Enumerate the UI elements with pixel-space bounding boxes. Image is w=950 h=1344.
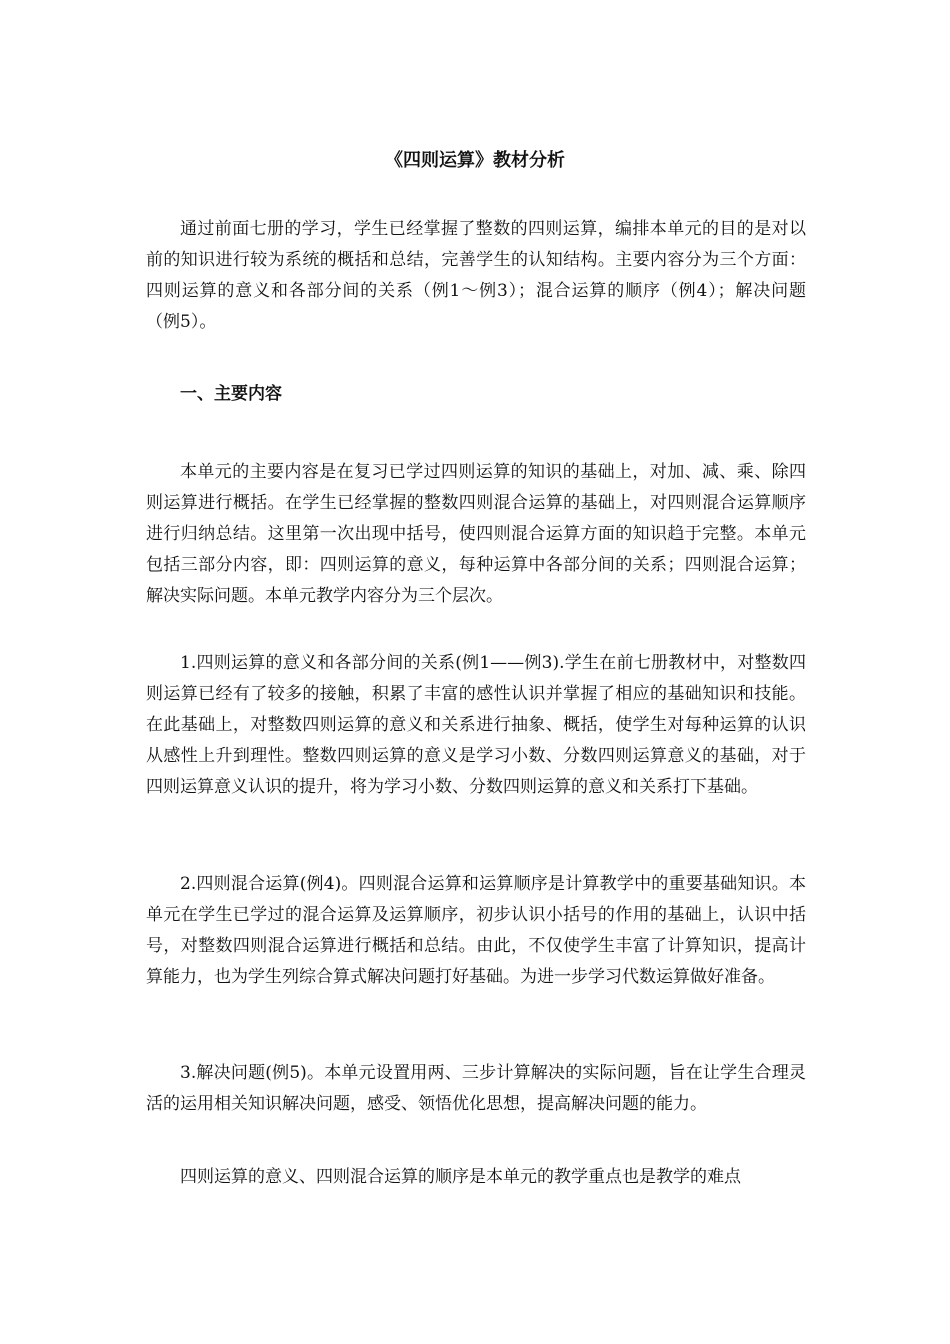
point-3-paragraph: 3.解决问题(例5)。本单元设置用两、三步计算解决的实际问题，旨在让学生合理灵活的运用相关知识解决问题，感受、领悟优化思想，提高解决问题的能力。 — [146, 1063, 806, 1114]
closing-paragraph: 四则运算的意义、四则混合运算的顺序是本单元的教学重点也是教学的难点 — [180, 1167, 741, 1187]
intro-paragraph: 通过前面七册的学习，学生已经掌握了整数的四则运算，编排本单元的目的是对以前的知识进行较为系统的概括和总结，完善学生的认知结构。主要内容分为三个方面：四则运算的意义和各部分间的关系（例1～例3）；混合运算的顺序（例4）；解决问题（例5）。 — [146, 219, 806, 332]
point-2-paragraph: 2.四则混合运算(例4)。四则混合运算和运算顺序是计算教学中的重要基础知识。本单元在学生已学过的混合运算及运算顺序，初步认识小括号的作用的基础上，认识中括号，对整数四则混合运算进行概括和总结。由此，不仅使学生丰富了计算知识，提高计算能力，也为学生列综合算式解决问题打好基础。为进一步学习代数运算做好准备。 — [146, 874, 806, 987]
section-body-paragraph: 本单元的主要内容是在复习已学过四则运算的知识的基础上，对加、减、乘、除四则运算进行概括。在学生已经掌握的整数四则混合运算的基础上，对四则混合运算顺序进行归纳总结。这里第一次出现中括号，使四则混合运算方面的知识趋于完整。本单元包括三部分内容，即：四则运算的意义，每种运算中各部分间的关系；四则混合运算；解决实际问题。本单元教学内容分为三个层次。 — [146, 462, 806, 606]
point-1-paragraph: 1.四则运算的意义和各部分间的关系(例1——例3).学生在前七册教材中，对整数四则运算已经有了较多的接触，积累了丰富的感性认识并掌握了相应的基础知识和技能。在此基础上，对整数四则运算的意义和关系进行抽象、概括，使学生对每种运算的认识从感性上升到理性。整数四则运算的意义是学习小数、分数四则运算意义的基础，对于四则运算意义认识的提升，将为学习小数、分数四则运算的意义和关系打下基础。 — [146, 653, 806, 797]
document-title: 《四则运算》教材分析 — [385, 150, 565, 171]
section-heading: 一、主要内容 — [180, 384, 282, 404]
